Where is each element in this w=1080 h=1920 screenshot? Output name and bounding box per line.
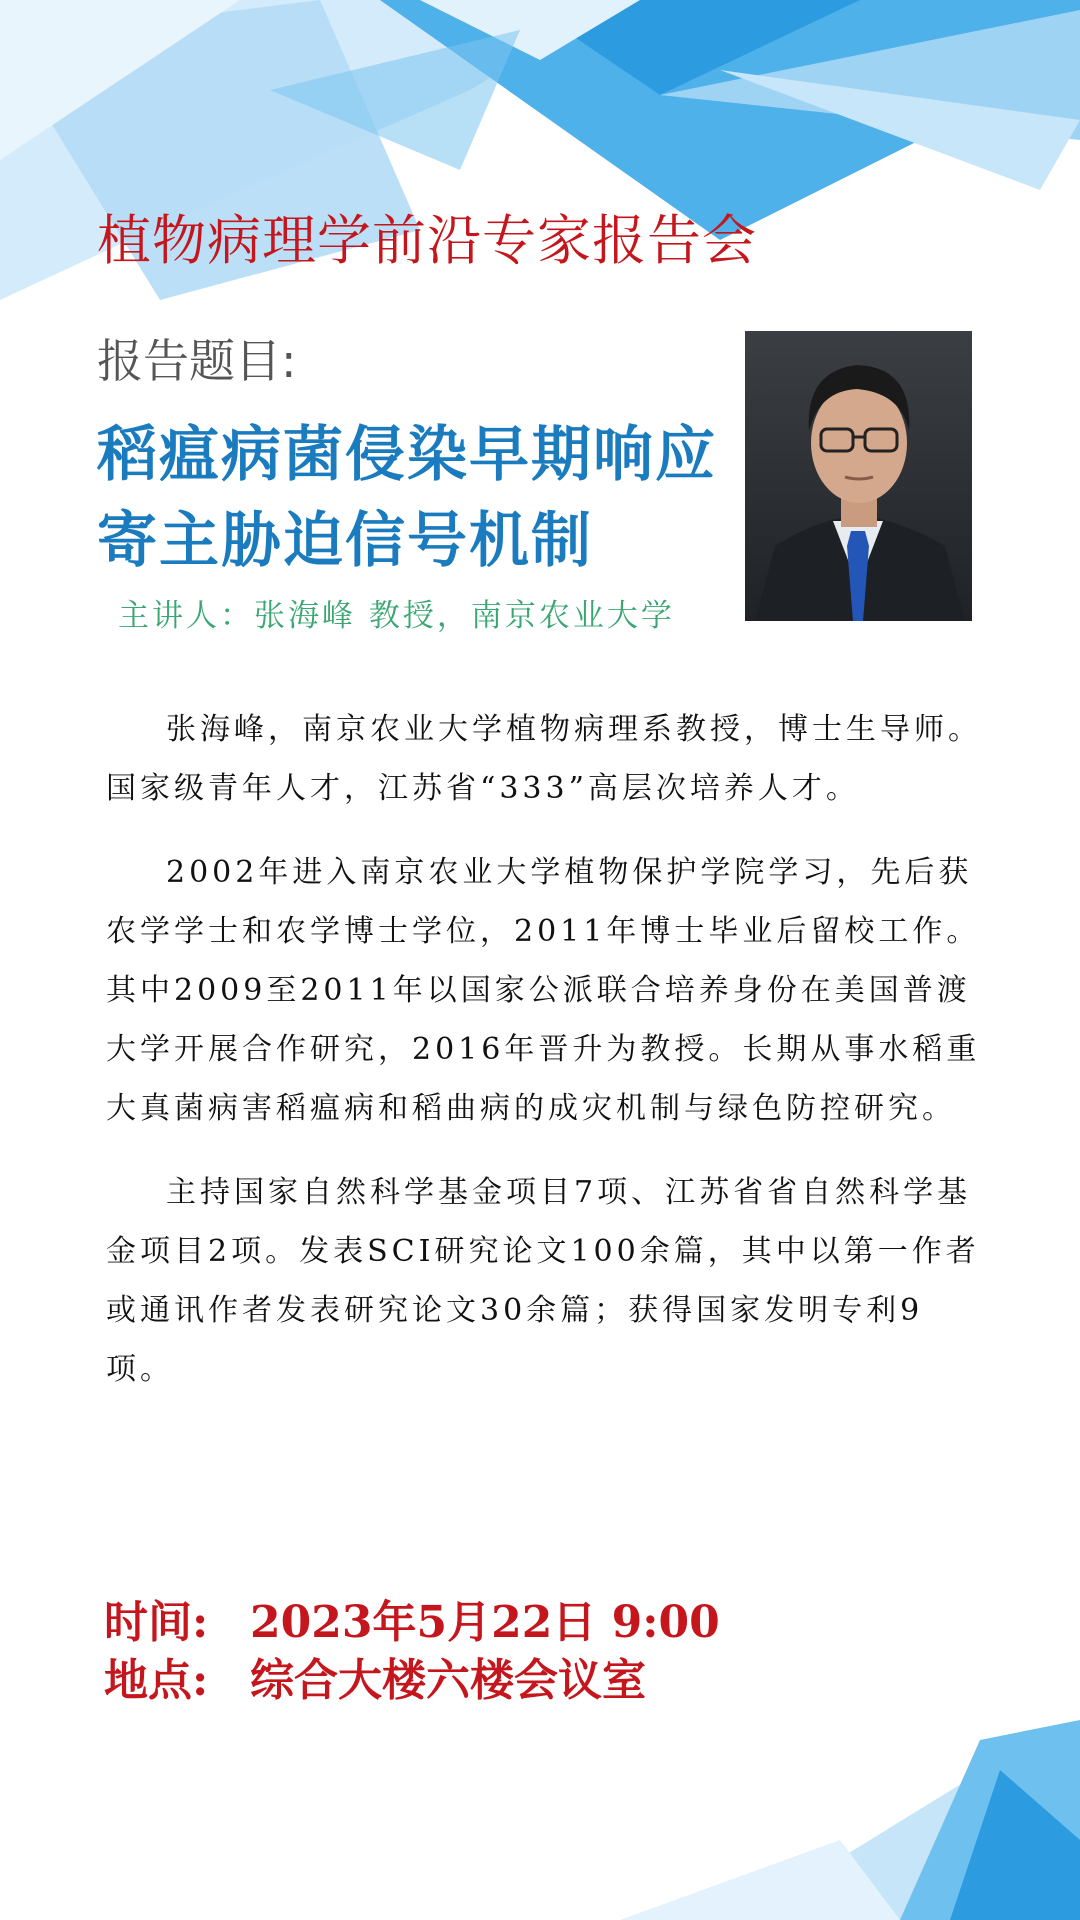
event-place-value: 综合大楼六楼会议室: [250, 1655, 646, 1706]
decor-top-triangles: [0, 0, 1080, 360]
speaker-biography: [106, 700, 986, 1424]
topic-title: [97, 412, 717, 584]
bio-paragraph: 张海峰，南京农业大学植物病理系教授，博士生导师。国家级青年人才，江苏省“333”高层次培养人才。: [106, 712, 982, 806]
event-time: [104, 1594, 720, 1652]
decor-bottom-triangles: [0, 1720, 1080, 1920]
topic-title-line-2: 寄主胁迫信号机制: [97, 506, 593, 576]
page-title: 植物病理学前沿专家报告会: [97, 209, 757, 272]
topic-label: 报告题目:: [97, 334, 297, 388]
bio-paragraph: 2002年进入南京农业大学植物保护学院学习，先后获农学学士和农学博士学位，2011年博士毕业后留校工作。其中2009至2011年以国家公派联合培养身份在美国普渡大学开展合作研究，2016年晋升为教授。长期从事水稻重大真菌病害稻瘟病和稻曲病的成灾机制与绿色防控研究。: [106, 855, 981, 1126]
event-place-label: 地点:: [104, 1655, 209, 1706]
bio-paragraph: 主持国家自然科学基金项目7项、江苏省省自然科学基金项目2项。发表SCI研究论文100余篇，其中以第一作者或通讯作者发表研究论文30余篇；获得国家发明专利9项。: [106, 1175, 980, 1387]
topic-title-line-1: 稻瘟病菌侵染早期响应: [97, 420, 717, 490]
event-time-label: 时间:: [104, 1597, 209, 1648]
speaker-line: 主讲人：张海峰 教授，南京农业大学: [118, 598, 675, 634]
event-info: [104, 1594, 720, 1710]
event-place: [104, 1652, 720, 1710]
event-time-value: 2023年5月22日 9:00: [250, 1597, 720, 1648]
speaker-portrait: [745, 331, 972, 621]
